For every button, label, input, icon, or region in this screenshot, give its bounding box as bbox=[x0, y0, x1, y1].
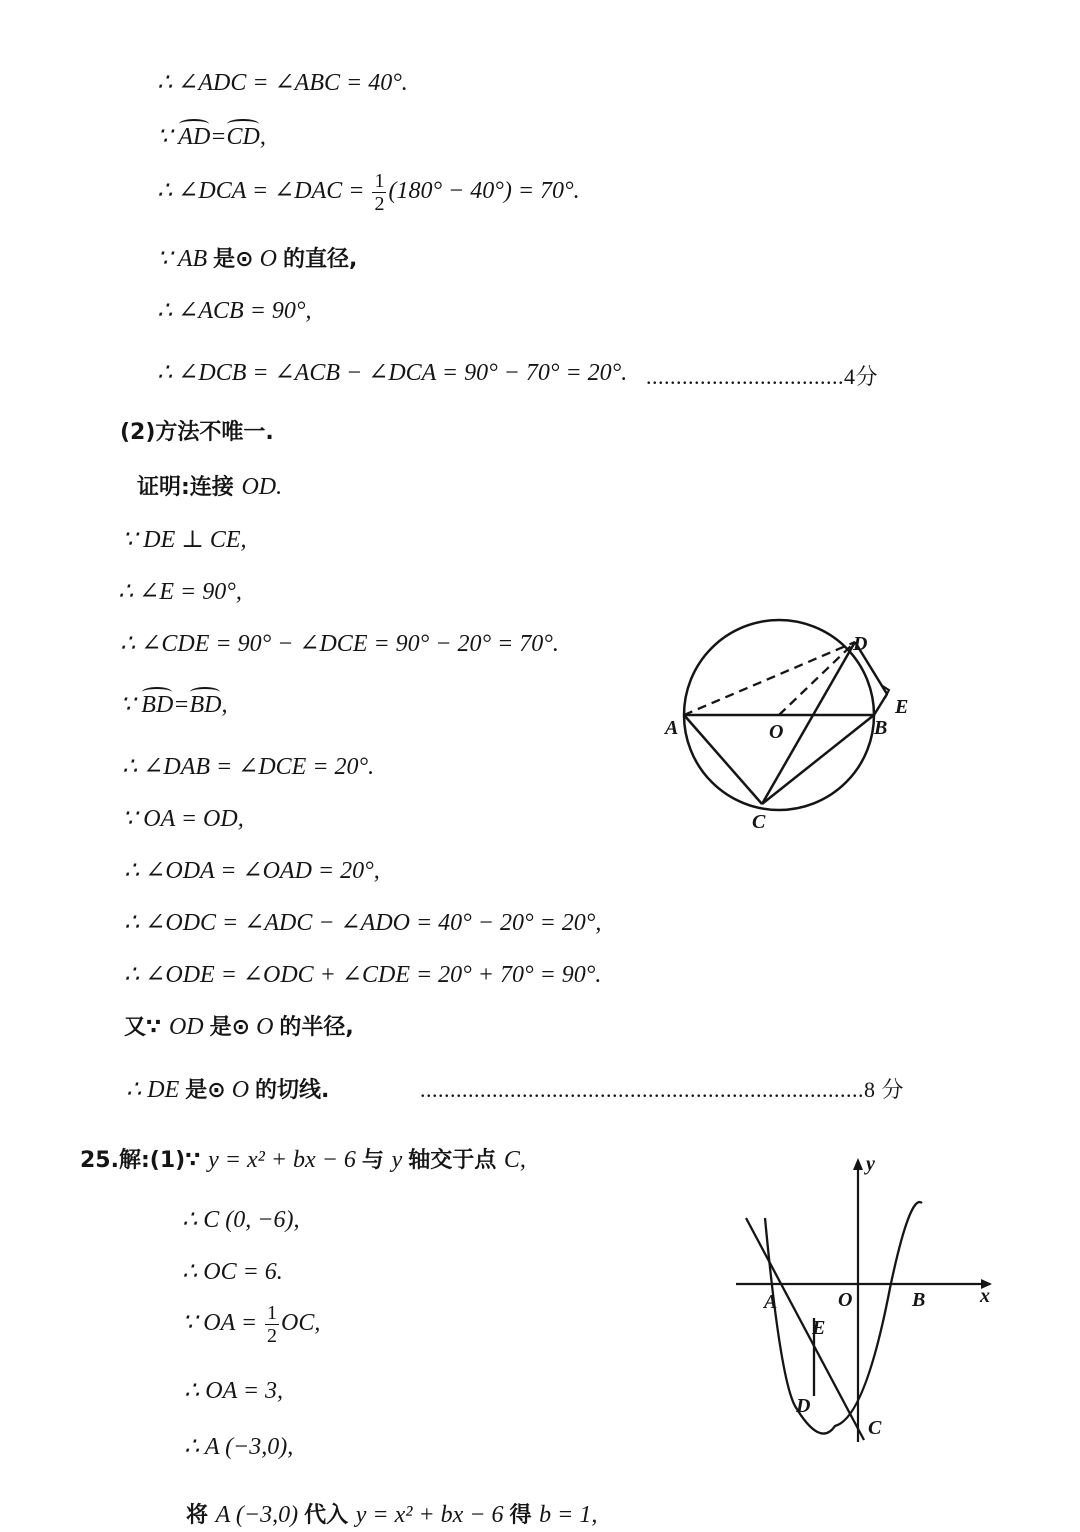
text: y bbox=[391, 1147, 409, 1173]
numerator: 1 bbox=[374, 170, 385, 192]
label-e: E bbox=[812, 1317, 826, 1339]
denominator: 2 bbox=[374, 193, 385, 215]
proof-step-1: ∵ DE ⊥ CE, bbox=[122, 527, 247, 553]
proof-line-4 bbox=[157, 244, 357, 275]
q25-step-6 bbox=[186, 1500, 597, 1531]
text: (180° − 40°) = 70°. bbox=[388, 178, 580, 205]
text: ∵ bbox=[157, 124, 179, 150]
proof-line-2 bbox=[157, 122, 266, 152]
label-a: A bbox=[764, 1291, 778, 1313]
label-c: C bbox=[868, 1417, 882, 1439]
proof-step-4 bbox=[120, 690, 227, 720]
cn-text: 是⊙ bbox=[213, 247, 254, 272]
fraction-half bbox=[265, 1302, 279, 1347]
arc-bd: BD bbox=[141, 692, 174, 718]
q25-step-1: ∴ C (0, −6), bbox=[182, 1207, 300, 1233]
arc-bd: BD bbox=[189, 692, 222, 718]
label-b: B bbox=[874, 717, 888, 739]
text: O bbox=[253, 246, 283, 272]
text: ∵ AB bbox=[157, 246, 214, 272]
proof-step-2: ∴ ∠E = 90°, bbox=[118, 579, 242, 605]
dashed-od bbox=[779, 642, 855, 715]
proof-step-5: ∴ ∠DAB = ∠DCE = 20°. bbox=[122, 754, 375, 780]
proof-step-3: ∴ ∠CDE = 90° − ∠DCE = 90° − 20° = 70°. bbox=[120, 631, 559, 657]
proof-step-10 bbox=[124, 1012, 354, 1043]
q25-step-4: ∴ OA = 3, bbox=[184, 1378, 284, 1404]
text: , bbox=[259, 124, 266, 150]
text: b = 1, bbox=[539, 1502, 598, 1528]
cn-text: 的半径, bbox=[279, 1015, 354, 1040]
cn-text: 又∵ bbox=[124, 1015, 169, 1040]
circle-geometry-figure bbox=[655, 612, 920, 842]
proof-step-9: ∴ ∠ODE = ∠ODC + ∠CDE = 20° + 70° = 90°. bbox=[124, 962, 602, 988]
cn-text: 是⊙ bbox=[185, 1078, 226, 1103]
proof-step-11 bbox=[126, 1075, 329, 1106]
cn-text: 轴交于点 bbox=[408, 1148, 504, 1173]
parabola-figure bbox=[730, 1148, 1000, 1450]
text: O bbox=[225, 1077, 256, 1103]
cn-text: 是⊙ bbox=[209, 1015, 251, 1040]
label-x: x bbox=[980, 1285, 990, 1307]
label-a: A bbox=[665, 717, 679, 739]
text: ∴ DE bbox=[126, 1077, 186, 1103]
arc-cd: CD bbox=[226, 124, 260, 150]
cn-text: 代入 bbox=[304, 1503, 356, 1528]
label-y: y bbox=[866, 1153, 875, 1175]
text: = bbox=[173, 692, 190, 718]
text: y = x² + bx − 6 bbox=[208, 1147, 362, 1173]
text: C, bbox=[503, 1147, 526, 1173]
text: ∴ ∠DCA = ∠DAC = bbox=[157, 178, 371, 205]
proof-line-1: ∴ ∠ADC = ∠ABC = 40°. bbox=[157, 70, 408, 96]
proof-step-6: ∵ OA = OD, bbox=[122, 806, 244, 832]
text: A (−3,0) bbox=[215, 1502, 305, 1528]
arc-ad: AD bbox=[178, 124, 211, 150]
cn-text: 的直径, bbox=[282, 247, 358, 272]
score-8: ..........................................................................8 分 bbox=[420, 1077, 905, 1102]
label-d: D bbox=[853, 633, 868, 655]
proof-step-7: ∴ ∠ODA = ∠OAD = 20°, bbox=[124, 858, 380, 884]
label-o: O bbox=[769, 721, 784, 743]
label-d: D bbox=[796, 1395, 811, 1417]
numerator: 1 bbox=[267, 1302, 278, 1324]
cn-text: 将 bbox=[186, 1503, 216, 1528]
proof-step-8: ∴ ∠ODC = ∠ADC − ∠ADO = 40° − 20° = 20°, bbox=[124, 910, 602, 936]
cn-text: 的切线. bbox=[255, 1078, 330, 1103]
text: y = x² + bx − 6 bbox=[355, 1502, 510, 1528]
q25-header bbox=[80, 1145, 526, 1176]
q25-step-2: ∴ OC = 6. bbox=[182, 1259, 283, 1285]
cn-text: 与 bbox=[361, 1148, 392, 1173]
text: , bbox=[221, 692, 228, 718]
label-b: B bbox=[912, 1289, 926, 1311]
proof-line-6: ∴ ∠DCB = ∠ACB − ∠DCA = 90° − 70° = 20°. bbox=[157, 360, 628, 386]
label-c: C bbox=[752, 811, 766, 833]
text: ∵ bbox=[120, 692, 142, 718]
q25-step-5: ∴ A (−3,0), bbox=[184, 1434, 294, 1460]
score-4: .................................4分 bbox=[646, 364, 879, 389]
cn-text: 25.解:(1)∵ bbox=[80, 1148, 209, 1173]
text: OC, bbox=[281, 1310, 321, 1337]
text: OD bbox=[168, 1014, 210, 1040]
part2-title: (2)方法不唯一. bbox=[120, 420, 274, 445]
parabola-curve bbox=[765, 1202, 922, 1434]
proof-line-3 bbox=[157, 170, 580, 215]
cn-text: 得 bbox=[509, 1503, 540, 1528]
y-axis-arrow bbox=[853, 1158, 863, 1170]
dashed-ad bbox=[684, 642, 855, 715]
fraction-half bbox=[372, 170, 386, 215]
cn-text: 证明:连接 bbox=[137, 475, 242, 500]
text: OD. bbox=[241, 474, 283, 500]
part2-proof-intro bbox=[137, 472, 282, 503]
text: O bbox=[250, 1014, 280, 1040]
text: = bbox=[210, 124, 227, 150]
proof-line-5: ∴ ∠ACB = 90°, bbox=[157, 298, 312, 324]
q25-step-3 bbox=[182, 1302, 320, 1347]
denominator: 2 bbox=[267, 1325, 278, 1347]
label-o: O bbox=[838, 1289, 853, 1311]
label-e: E bbox=[895, 696, 909, 718]
text: ∵ OA = bbox=[182, 1310, 264, 1337]
